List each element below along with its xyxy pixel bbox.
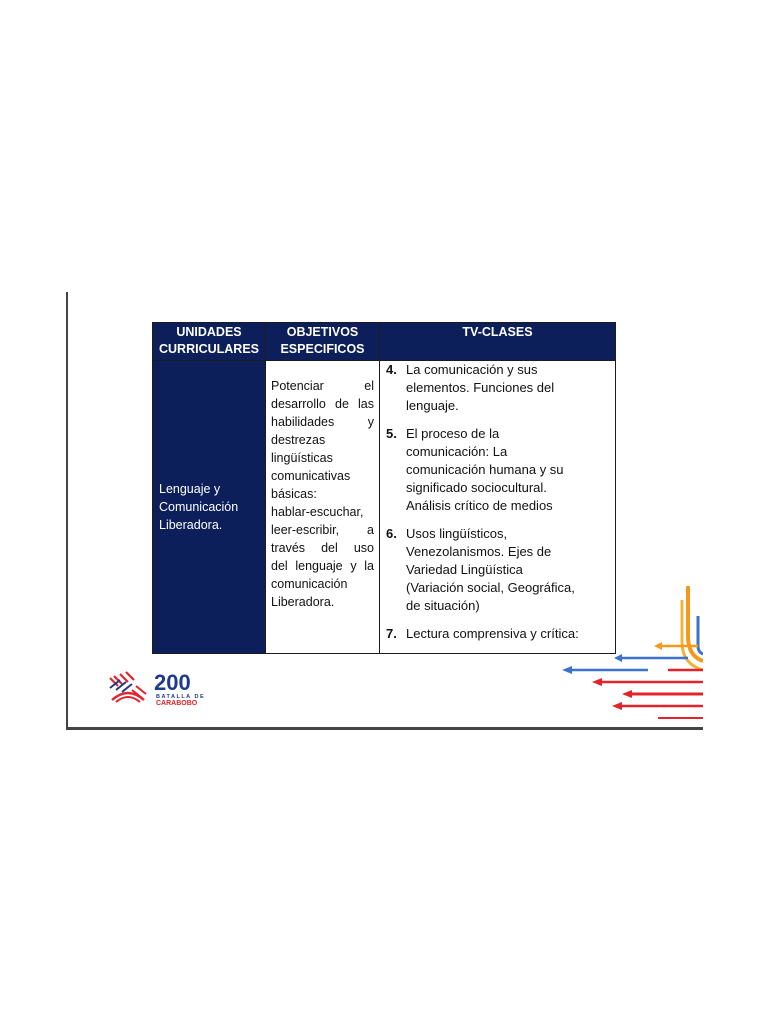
header-text: TV-CLASES: [462, 325, 533, 339]
objective-line: comunicación: [271, 577, 348, 591]
list-item: [386, 361, 609, 415]
item-line: Variedad Lingüística: [406, 562, 523, 577]
item-line: significado sociocultural.: [406, 480, 547, 495]
item-line: comunicación humana y su: [406, 462, 564, 477]
objective-line: través del uso: [271, 541, 374, 555]
item-line: Usos lingüísticos,: [406, 526, 508, 541]
item-line: La comunicación y sus: [406, 362, 538, 377]
header-text: CURRICULARES: [159, 342, 259, 356]
item-number: 6.: [386, 526, 397, 541]
decorative-arrows-icon: [558, 586, 703, 726]
objective-line: Liberadora.: [271, 595, 335, 609]
objective-line: básicas:: [271, 487, 317, 501]
logo-number: 200: [154, 670, 191, 695]
table-row: [153, 361, 616, 654]
header-text: ESPECIFICOS: [280, 342, 365, 356]
objective-line: leer-escribir, a: [271, 523, 374, 537]
item-line: elementos. Funciones del: [406, 380, 555, 395]
objective-line: Potenciar el: [271, 379, 374, 393]
item-line: de situación): [406, 598, 480, 613]
objective-line: lingüísticas: [271, 451, 333, 465]
logo-line1: BATALLA DE: [156, 694, 206, 700]
list-item: [386, 425, 609, 515]
header-unidades: [153, 323, 266, 361]
slide-frame: [66, 292, 703, 730]
item-line: Venezolanismos. Ejes de: [406, 544, 552, 559]
logo-mark-icon: [110, 672, 146, 702]
table-header-row: [153, 323, 616, 361]
item-line: lenguaje.: [406, 398, 459, 413]
header-text: UNIDADES: [176, 325, 242, 339]
objective-line: desarrollo de las: [271, 397, 374, 411]
item-line: (Variación social, Geográfica,: [406, 580, 575, 595]
logo-line2: CARABOBO: [156, 700, 198, 707]
objective-line: del lenguaje y la: [271, 559, 374, 573]
header-objetivos: [266, 323, 380, 361]
unit-line: Liberadora.: [159, 518, 223, 532]
item-line: El proceso de la: [406, 426, 500, 441]
item-number: 7.: [386, 626, 397, 641]
objective-line: habilidades y: [271, 415, 374, 429]
objective-line: hablar-escuchar,: [271, 505, 364, 519]
item-number: 4.: [386, 362, 397, 377]
unit-line: Comunicación: [159, 500, 239, 514]
header-tv-clases: [380, 323, 616, 361]
item-number: 5.: [386, 426, 397, 441]
item-line: comunicación: La: [406, 444, 508, 459]
curriculum-table: [152, 322, 616, 654]
header-text: OBJETIVOS: [286, 325, 359, 339]
objective-line: destrezas: [271, 433, 326, 447]
item-line: Lectura comprensiva y crítica:: [406, 626, 579, 641]
objective-line: comunicativas: [271, 469, 351, 483]
objective-cell: [266, 361, 380, 654]
unit-line: Lenguaje y: [159, 482, 221, 496]
item-line: Análisis crítico de medios: [406, 498, 553, 513]
unit-cell: [153, 361, 266, 654]
bicentennial-logo: [108, 668, 218, 708]
